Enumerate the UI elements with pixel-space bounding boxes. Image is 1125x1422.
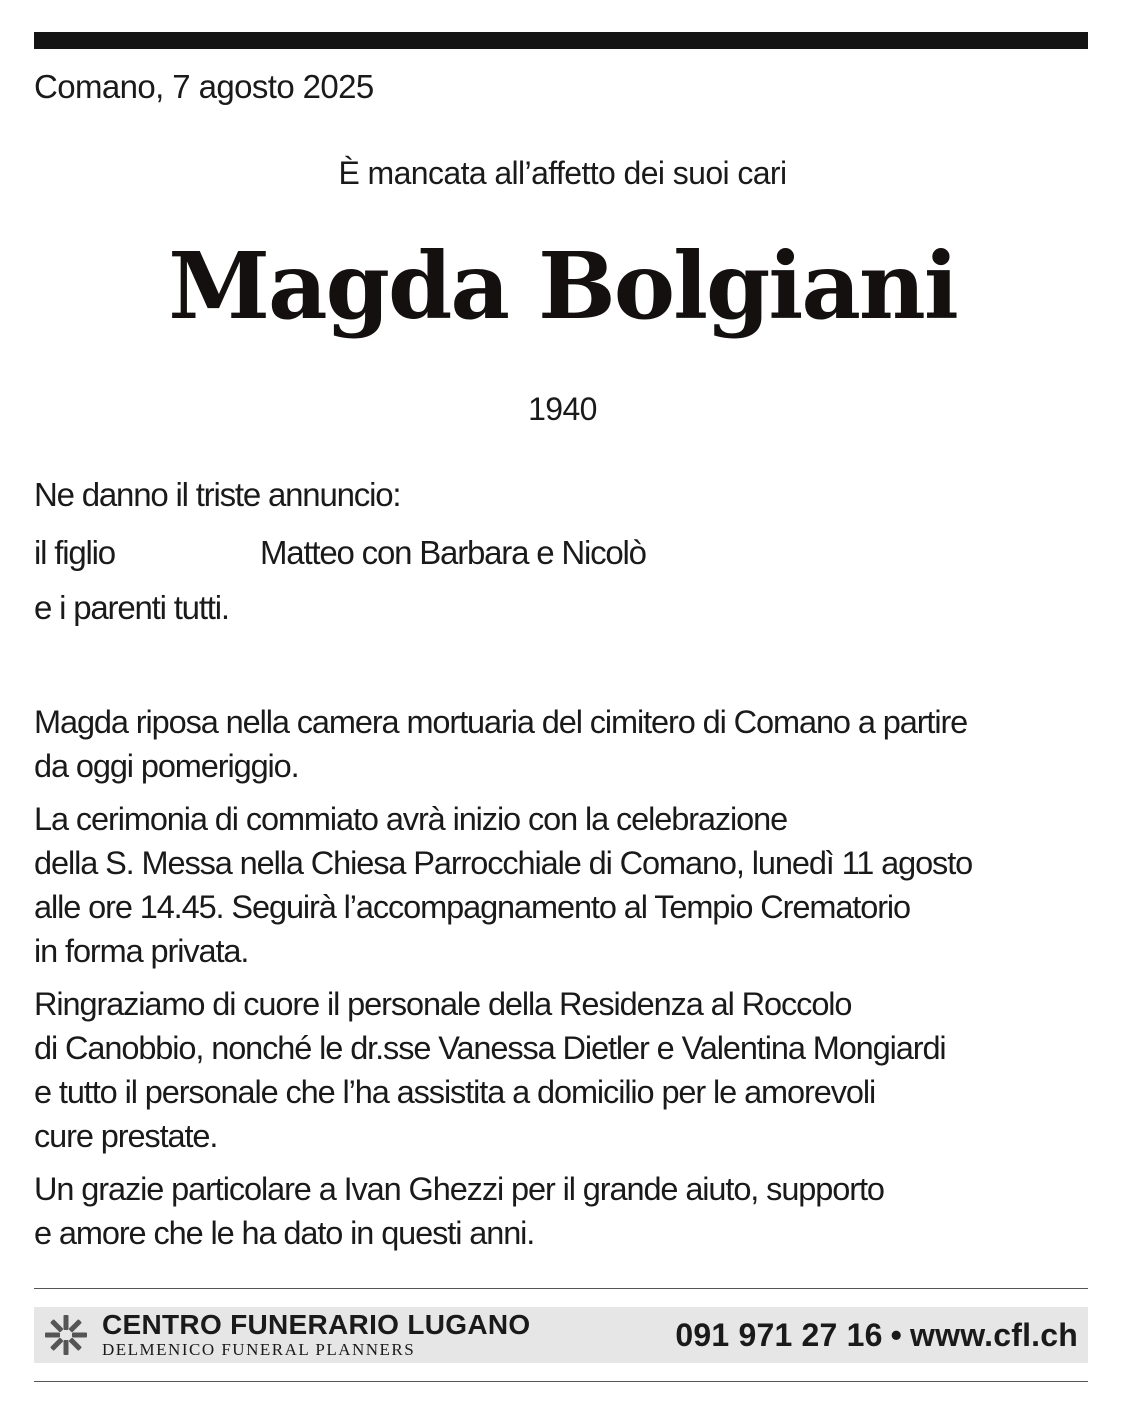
announcement-lead: Ne danno il triste annuncio: (34, 476, 401, 513)
birth-year: 1940 (528, 391, 597, 427)
relation-names: Matteo con Barbara e Nicolò (260, 534, 646, 571)
notice-body (34, 700, 1094, 1264)
relatives-line: e i parenti tutti. (34, 589, 229, 626)
intro-line: È mancata all’affetto dei suoi cari (338, 155, 787, 191)
deceased-name: Magda Bolgiani (168, 232, 957, 340)
body-paragraph-ceremony: La cerimonia di commiato avrà inizio con la celebrazione della S. Messa nella Chiesa Parrocchiale di Comano, lunedì 11 agosto alle ore 14.45. Seguirà l’accompagnamento al Tempio Crematorio in forma privata. (34, 801, 973, 969)
asterisk-logo-icon (44, 1314, 88, 1356)
place-date: Comano, 7 agosto 2025 (34, 68, 374, 105)
relation-label: il figlio (34, 534, 115, 571)
company-website: www.cfl.ch (910, 1317, 1078, 1353)
body-paragraph-special-thanks: Un grazie particolare a Ivan Ghezzi per il grande aiuto, supporto e amore che le ha dato in questi anni. (34, 1171, 884, 1251)
footer-band (34, 1307, 1088, 1363)
footer-rule-bottom (34, 1381, 1088, 1382)
company-name: CENTRO FUNERARIO LUGANO (102, 1309, 531, 1340)
company-subtitle: DELMENICO FUNERAL PLANNERS (102, 1340, 416, 1359)
body-paragraph-mortuary: Magda riposa nella camera mortuaria del cimitero di Comano a partire da oggi pomeriggio. (34, 704, 968, 784)
body-paragraph-thanks: Ringraziamo di cuore il personale della Residenza al Roccolo di Canobbio, nonché le dr.sse Vanessa Dietler e Valentina Mongiardi e tutto il personale che l’ha assistita a domicilio per le amorevoli cure prestate. (34, 986, 946, 1154)
footer-rule-top (34, 1288, 1088, 1289)
top-rule (34, 32, 1088, 49)
company-phone: 091 971 27 16 (675, 1317, 883, 1353)
company-contact (675, 1317, 1078, 1354)
contact-separator: • (890, 1317, 903, 1353)
